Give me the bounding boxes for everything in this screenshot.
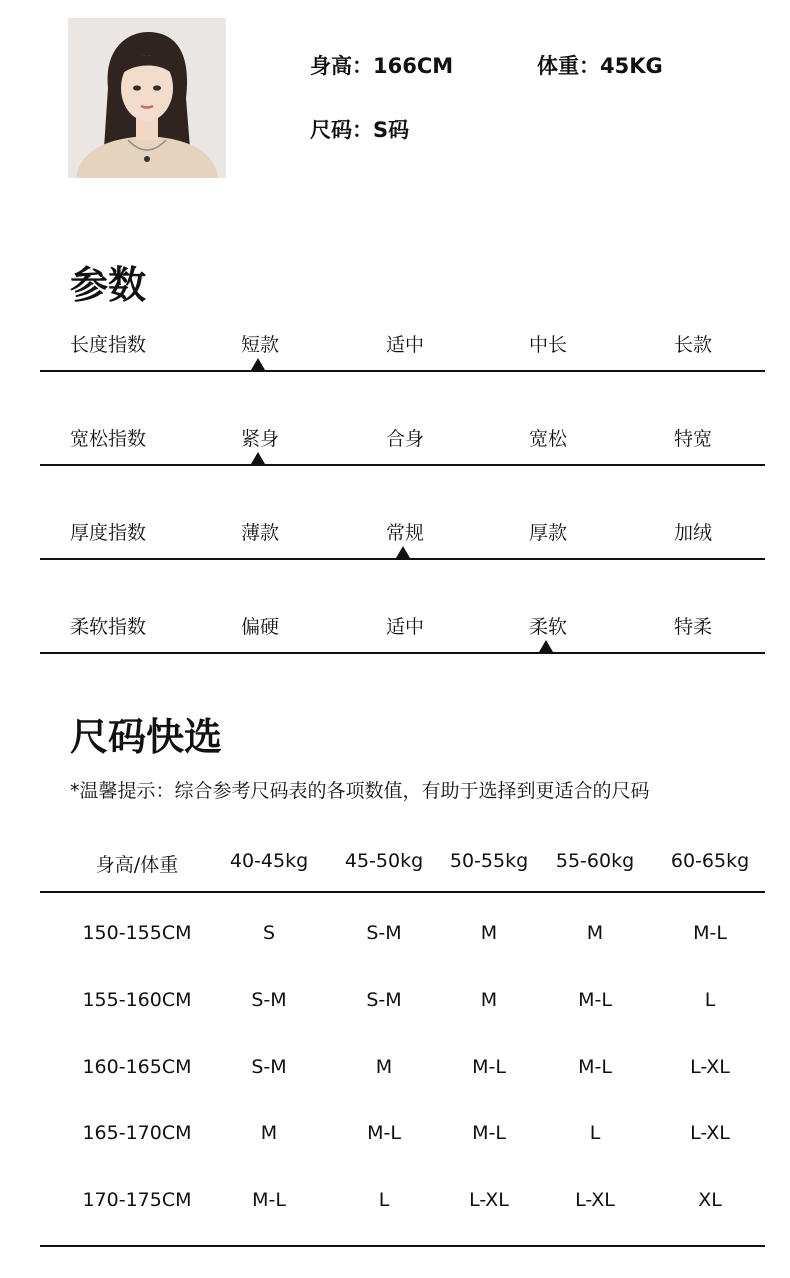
param-label: 宽松指数 [70,428,147,450]
param-option: 合身 [385,428,424,450]
table-cell: S-M [366,989,402,1011]
size-tip: *温馨提示：综合参考尺码表的各项数值，有助于选择到更适合的尺码 [70,780,650,802]
table-header-cell: 60-65kg [670,850,750,872]
table-header-cell: 身高/体重 [95,854,179,876]
table-row [0,1122,790,1162]
table-cell: M-L [472,1056,506,1078]
table-cell: M [480,922,498,944]
table-cell: L-XL [469,1189,509,1211]
param-divider [40,370,765,372]
table-header-cell: 45-50kg [344,850,424,872]
param-option: 短款 [240,334,279,356]
table-cell: S-M [251,1056,287,1078]
table-cell: M-L [693,922,727,944]
table-cell: M [480,989,498,1011]
param-row [40,408,765,502]
params-title: 参数 [70,263,147,307]
table-cell: M [586,922,604,944]
param-option: 适中 [385,616,424,638]
table-cell: M-L [367,1122,401,1144]
table-cell: M-L [472,1122,506,1144]
table-cell: L [704,989,716,1011]
table-cell: M-L [578,1056,612,1078]
model-photo [68,18,226,178]
table-cell: 165-170CM [82,1122,192,1144]
param-row [40,314,765,408]
param-option: 柔软 [528,616,567,638]
table-cell: S-M [366,922,402,944]
model-height: 身高：166CM [310,54,454,78]
table-header-cell: 50-55kg [449,850,529,872]
table-top-divider [40,891,765,893]
table-cell: 170-175CM [82,1189,192,1211]
param-option: 加绒 [673,522,712,544]
table-cell: 150-155CM [82,922,192,944]
table-cell: S-M [251,989,287,1011]
table-row [0,1056,790,1096]
model-size: 尺码：S码 [310,118,410,142]
table-cell: L-XL [690,1122,730,1144]
table-cell: L [378,1189,390,1211]
table-cell: M-L [252,1189,286,1211]
table-cell: L-XL [690,1056,730,1078]
model-portrait-illustration [68,18,226,178]
param-marker-icon [251,452,265,464]
param-option: 特柔 [673,616,712,638]
table-header-cell: 55-60kg [555,850,635,872]
param-option: 长款 [673,334,712,356]
param-option: 厚款 [528,522,567,544]
param-marker-icon [539,640,553,652]
param-divider [40,464,765,466]
size-guide-title: 尺码快选 [70,715,223,759]
param-option: 常规 [385,522,424,544]
table-row [0,922,790,962]
param-option: 中长 [528,334,567,356]
param-option: 特宽 [673,428,712,450]
table-row [0,1189,790,1229]
param-label: 柔软指数 [70,616,147,638]
model-weight: 体重：45KG [537,54,663,78]
param-label: 长度指数 [70,334,147,356]
param-divider [40,652,765,654]
table-cell: XL [698,1189,722,1211]
param-option: 薄款 [240,522,279,544]
table-cell: M [260,1122,278,1144]
param-option: 偏硬 [240,616,279,638]
table-cell: L [589,1122,601,1144]
param-option: 宽松 [528,428,567,450]
param-marker-icon [396,546,410,558]
param-row [40,502,765,596]
param-option: 紧身 [240,428,279,450]
table-header-cell: 40-45kg [229,850,309,872]
table-cell: M [375,1056,393,1078]
table-cell: L-XL [575,1189,615,1211]
table-cell: S [262,922,276,944]
param-label: 厚度指数 [70,522,147,544]
param-option: 适中 [385,334,424,356]
table-cell: M-L [578,989,612,1011]
table-row [0,989,790,1029]
param-divider [40,558,765,560]
table-bottom-divider [40,1245,765,1247]
param-row [40,596,765,690]
param-marker-icon [251,358,265,370]
table-cell: 160-165CM [82,1056,192,1078]
table-cell: 155-160CM [82,989,192,1011]
